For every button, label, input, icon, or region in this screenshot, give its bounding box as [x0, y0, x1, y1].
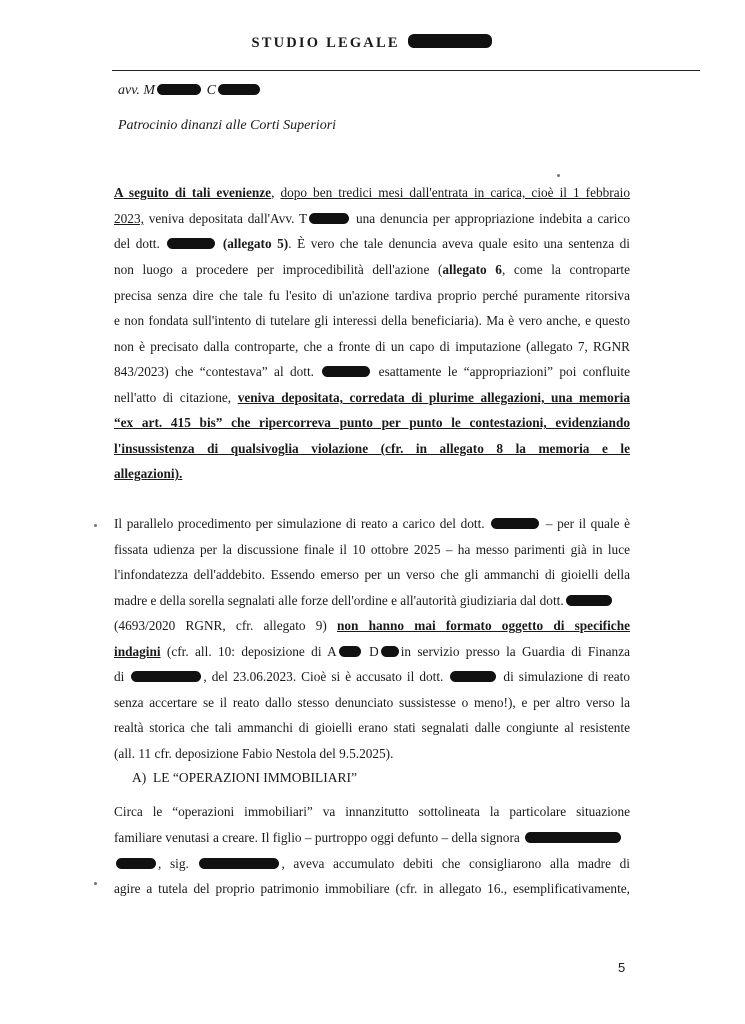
redacted-name — [408, 34, 492, 48]
redacted-name — [322, 366, 370, 377]
practice-tagline: Patrocinio dinanzi alle Corti Superiori — [118, 118, 337, 133]
text-line — [114, 829, 630, 847]
text-span: veniva depositata, corredata di plurime allegazioni, una memoria — [237, 390, 630, 405]
text-span: di — [114, 669, 130, 684]
text-line — [114, 617, 630, 635]
text-line: e non fondata sull'intento di tutelare gli interessi della beneficiaria). Ma è vero anche, e questo — [114, 313, 630, 328]
text-span: D — [362, 644, 379, 659]
text-line: senza accertare se il reato dallo stesso denunciato sussistesse o meno!), e per altro verso la — [114, 695, 630, 710]
text-line: allegazioni). — [114, 466, 183, 481]
text-span: nell'atto di citazione, — [114, 390, 238, 405]
text-line — [114, 592, 630, 610]
text-span: indagini — [114, 644, 161, 659]
text-span: A seguito di tali evenienze — [114, 185, 272, 200]
scan-speck — [94, 524, 97, 527]
text-line — [114, 515, 630, 533]
text-span: di simulazione di reato — [498, 669, 631, 684]
text-line — [114, 389, 630, 407]
redacted-name — [218, 84, 260, 95]
text-span: Il parallelo procedimento per simulazione di reato a carico del dott. — [114, 516, 490, 531]
section-heading: A) LE “OPERAZIONI IMMOBILIARI” — [132, 770, 357, 785]
text-line: precisa senza dire che tale fu l'esito di un'azione tardiva proprio perché puramente ritorsiva — [114, 288, 630, 303]
text-span: , come la controparte — [501, 262, 630, 277]
page-number: 5 — [618, 960, 626, 975]
text-span: madre e della sorella segnalati alle forze dell'ordine e all'autorità giudiziaria dal dott. — [114, 593, 564, 608]
redacted-location — [131, 671, 201, 682]
text-span: allegato 6 — [442, 262, 502, 277]
redacted-name — [339, 646, 361, 657]
scan-speck — [94, 882, 97, 885]
redacted-name — [116, 858, 156, 869]
text-span: 843/2023) che “contestava” al dott. — [114, 364, 321, 379]
redacted-name — [566, 595, 612, 606]
text-span: (4693/2020 RGNR, cfr. allegato 9) — [114, 618, 337, 633]
text-line — [114, 363, 630, 381]
text-span: , del 23.06.2023. Cioè si è accusato il dott. — [203, 669, 449, 684]
text-span: in servizio presso la Guardia di Finanza — [400, 644, 630, 659]
text-span: , aveva accumulato debiti che consigliarono alla madre di — [281, 856, 630, 871]
text-span: – per il quale è — [541, 516, 630, 531]
text-span: esattamente le “appropriazioni” poi confluite — [372, 364, 630, 379]
text-span: dopo ben tredici mesi dall'entrata in carica, cioè il 1 febbraio — [280, 185, 630, 200]
text-line — [114, 261, 630, 279]
text-line — [114, 668, 630, 686]
text-line — [114, 855, 630, 873]
redacted-name — [157, 84, 201, 95]
redacted-name — [167, 238, 215, 249]
letterhead-title — [0, 34, 745, 52]
text-span: . È vero che tale denuncia aveva quale esito una sentenza di — [288, 236, 631, 251]
text-span: , — [271, 185, 281, 200]
text-span: non hanno mai formato oggetto di specifiche — [336, 618, 630, 633]
redacted-name — [309, 213, 349, 224]
text-span: 2023, — [114, 211, 144, 226]
text-span: veniva depositata dall'Avv. T — [143, 211, 308, 226]
text-span: non luogo a procedere per improcedibilità dell'azione ( — [114, 262, 443, 277]
scan-speck — [557, 174, 560, 177]
lawyer-byline: avv. M C — [118, 83, 262, 99]
text-span: , sig. — [158, 856, 198, 871]
header-divider — [112, 70, 700, 71]
studio-name: STUDIO LEGALE — [251, 35, 400, 51]
redacted-name — [491, 518, 539, 529]
text-line — [114, 184, 630, 202]
redacted-name — [450, 671, 496, 682]
text-line: (all. 11 cfr. deposizione Fabio Nestola del 9.5.2025). — [114, 746, 394, 761]
text-line: agire a tutela del proprio patrimonio immobiliare (cfr. in allegato 16., esemplificativamente, — [114, 881, 630, 896]
text-span: una denuncia per appropriazione indebita a carico — [351, 211, 630, 226]
text-line: l'insussistenza di qualsivoglia violazione (cfr. in allegato 8 la memoria e le — [114, 441, 630, 456]
text-line — [114, 235, 630, 253]
text-span: (allegato 5) — [217, 236, 289, 251]
text-line — [114, 210, 630, 228]
text-span: del dott. — [114, 236, 166, 251]
text-line: l'infondatezza dell'addebito. Essendo emerso per un verso che gli ammanchi di gioielli della — [114, 567, 630, 582]
redacted-name — [525, 832, 621, 843]
text-span: familiare venutasi a creare. Il figlio – purtroppo oggi defunto – della signora — [114, 830, 524, 845]
text-line: Circa le “operazioni immobiliari” va innanzitutto sottolineata la particolare situazione — [114, 804, 630, 819]
redacted-name — [199, 858, 279, 869]
text-line: fissata udienza per la discussione finale il 10 ottobre 2025 – ha messo parimenti già in luce — [114, 542, 630, 557]
text-span: avv. — [118, 83, 140, 98]
text-line: “ex art. 415 bis” che ripercorreva punto per punto le contestazioni, evidenziando — [114, 415, 630, 430]
text-line: realtà storica che tali ammanchi di gioielli erano stati segnalati dalle congiunte al resistente — [114, 720, 630, 735]
redacted-name — [381, 646, 399, 657]
text-line — [114, 643, 630, 661]
text-span: (cfr. all. 10: deposizione di A — [160, 644, 337, 659]
text-line: non è precisato dalla controparte, che a fronte di un capo di imputazione (allegato 7, RGNR — [114, 339, 630, 354]
